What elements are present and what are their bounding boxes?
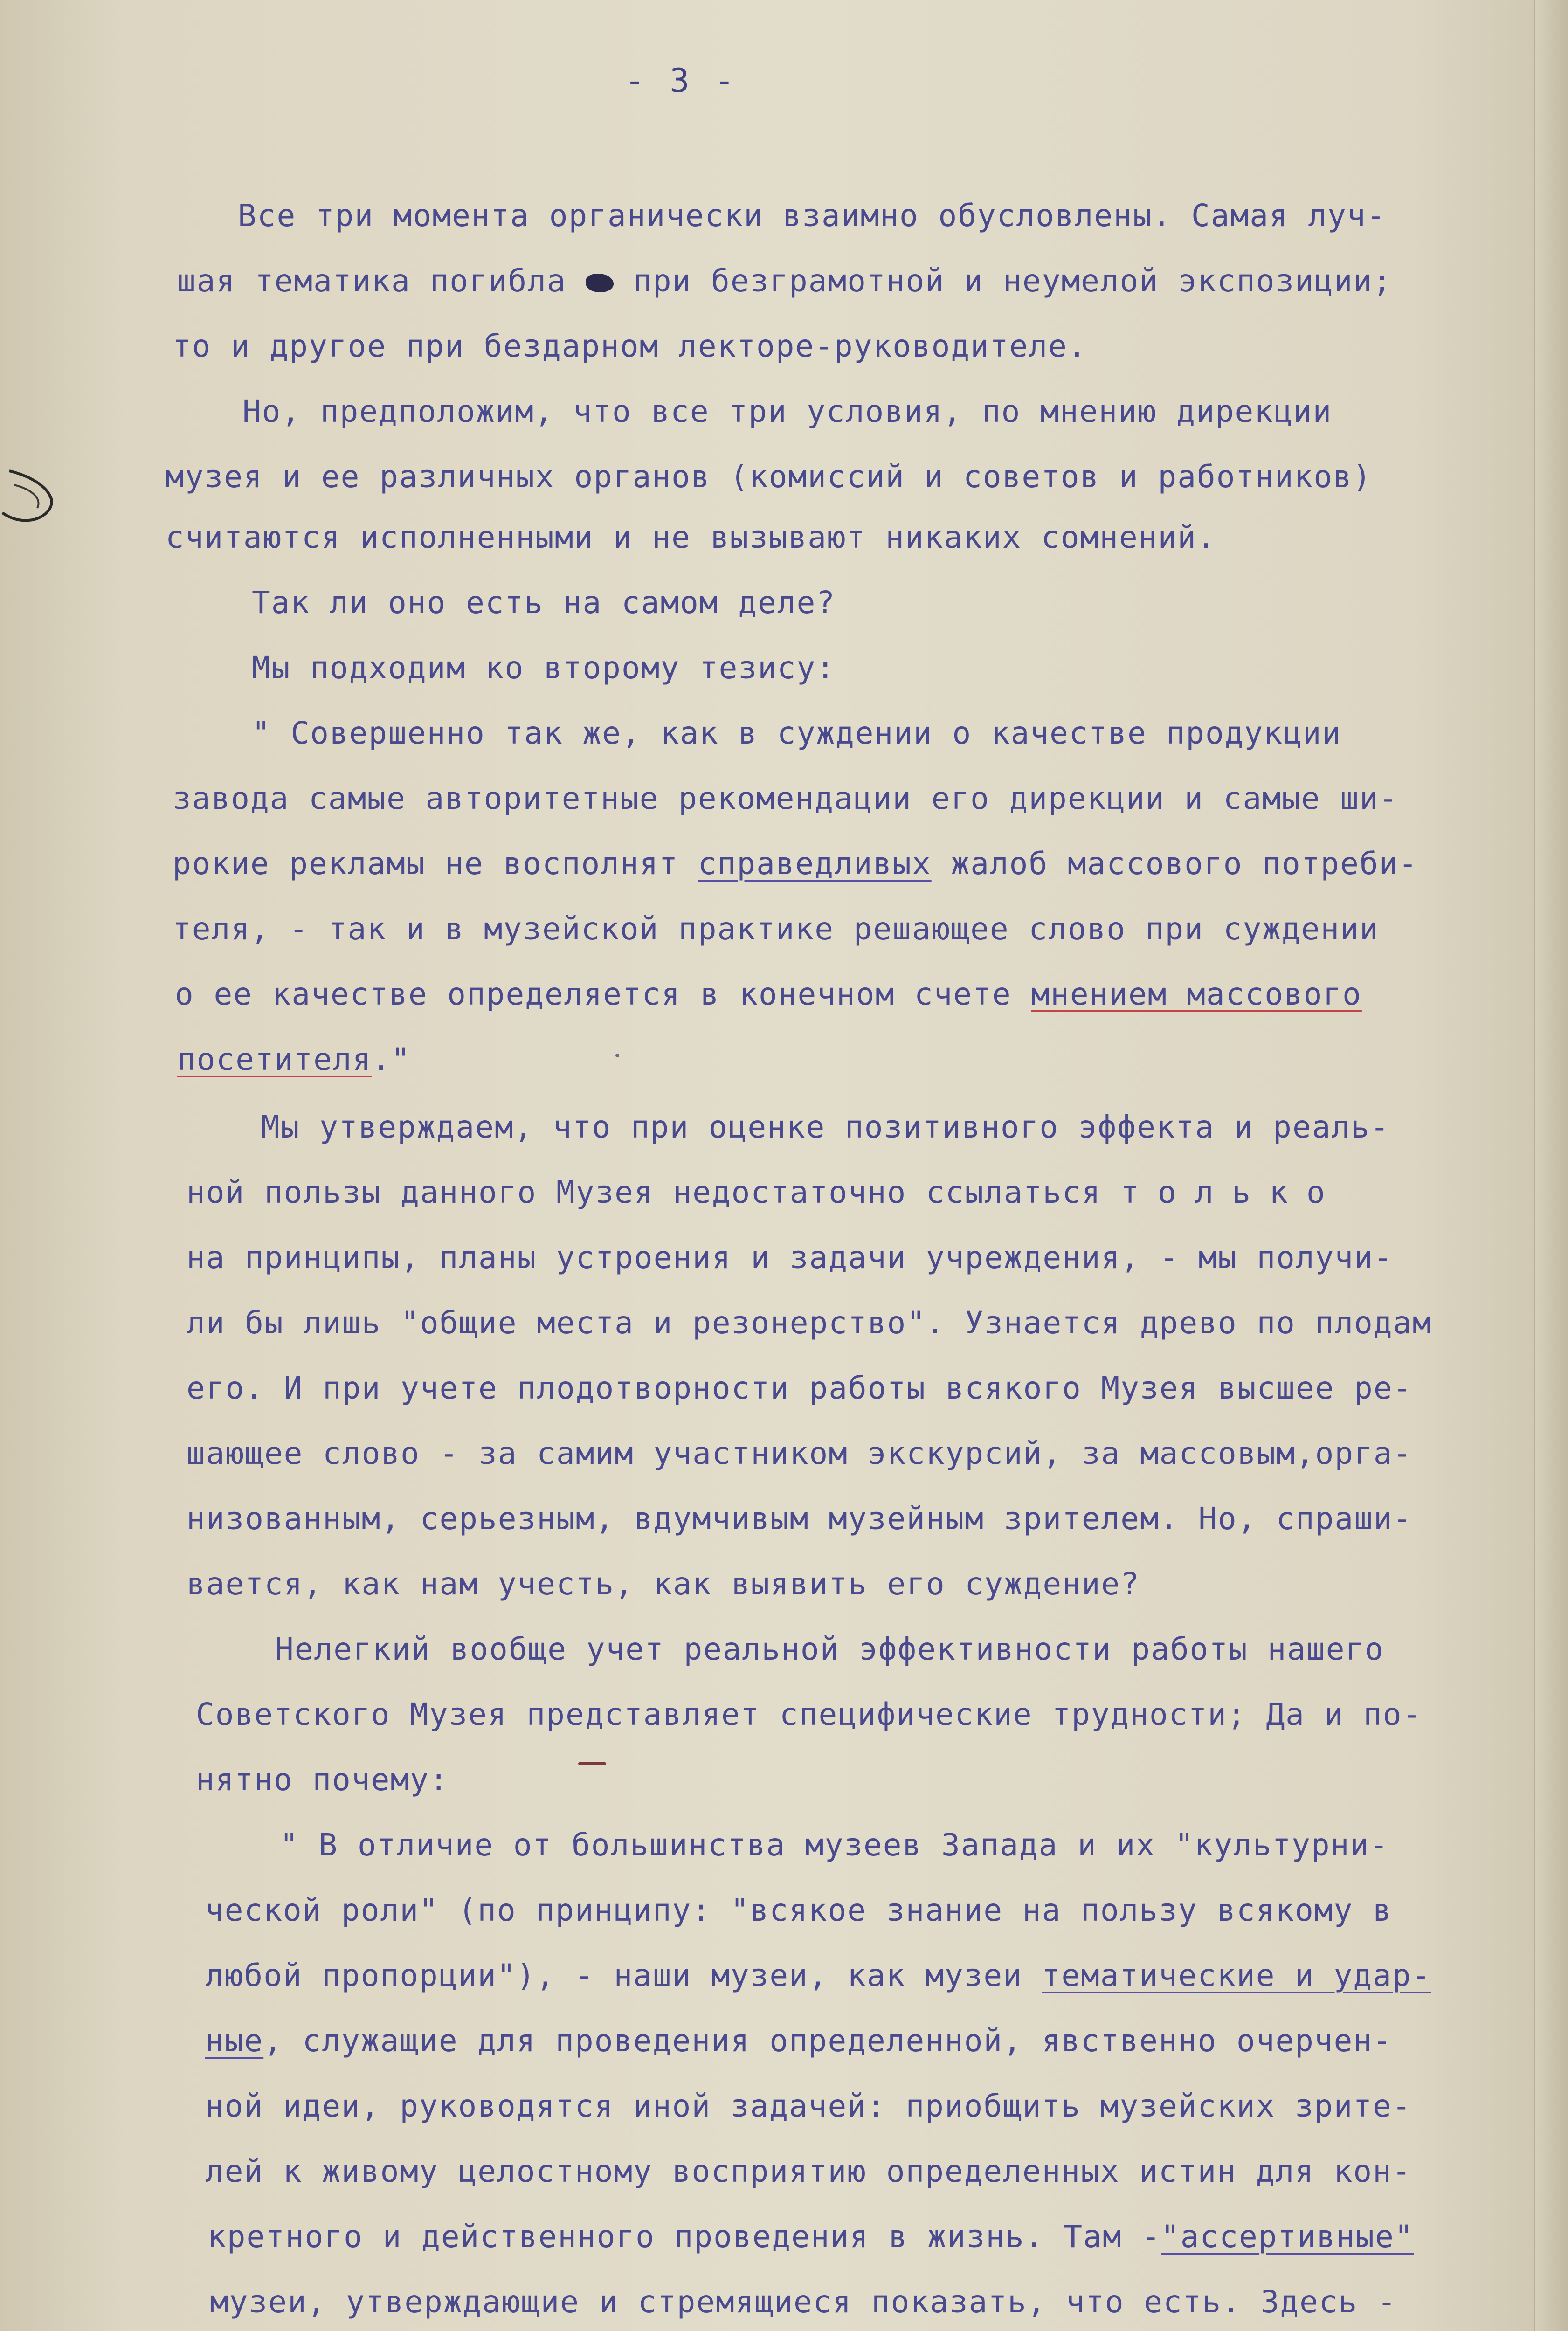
- underlined-phrase: посетителя: [177, 1041, 372, 1077]
- quote-line: " Совершенно так же, как в суждении о качестве продукции: [252, 715, 1342, 751]
- text-line: Мы подходим ко второму тезису:: [252, 650, 836, 686]
- quote-line: ной идеи, руководятся иной задачей: приобщить музейских зрите-: [205, 2088, 1412, 2124]
- text-line: ли бы лишь "общие места и резонерство". Узнается древо по плодам: [187, 1305, 1432, 1341]
- text-line: музея и ее различных органов (комиссий и советов и работников): [166, 459, 1372, 495]
- text-line: считаются исполненными и не вызывают никаких сомнений.: [166, 519, 1216, 555]
- text-line: Нелегкий вообще учет реальной эффективности работы нашего: [275, 1631, 1384, 1667]
- text-segment: рокие рекламы не восполнят: [173, 846, 679, 882]
- quote-line: " В отличие от большинства музеев Запада и их "культурни-: [280, 1827, 1389, 1863]
- underlined-phrase: справедливых: [698, 846, 932, 882]
- text-segment: шая тематика погибла: [177, 263, 566, 299]
- page-number: - 3 -: [625, 62, 737, 100]
- ink-blot: [586, 274, 614, 292]
- quote-line: теля, - так и в музейской практике решающее слово при суждении: [173, 911, 1379, 947]
- quote-line: завода самые авторитетные рекомендации его дирекции и самые ши-: [173, 780, 1399, 816]
- text-segment: о ее качестве определяется в конечном счете: [175, 976, 1012, 1012]
- page-edge: [1534, 0, 1568, 2331]
- quote-line: [175, 976, 1362, 1012]
- text-line: нятно почему:: [196, 1762, 449, 1798]
- underlined-phrase: тематические и удар-: [1042, 1958, 1431, 1993]
- text-line: низованным, серьезным, вдумчивым музейным зрителем. Но, спраши-: [187, 1501, 1413, 1537]
- binding-hole-mark: [0, 466, 65, 541]
- spaced-emphasis: только: [1120, 1174, 1344, 1210]
- pencil-tick: [578, 1762, 606, 1765]
- underlined-phrase: "ассертивные": [1161, 2219, 1414, 2255]
- text-line: то и другое при бездарном лекторе-руководителе.: [173, 328, 1087, 364]
- text-segment: , служащие для проведения определенной, явственно очерчен-: [263, 2023, 1392, 2059]
- quote-line: ческой роли" (по принципу: "всякое знание на пользу всякому в: [205, 1892, 1392, 1928]
- text-line: Так ли оно есть на самом деле?: [252, 585, 836, 621]
- quote-line: лей к живому целостному восприятию определенных истин для кон-: [205, 2153, 1412, 2189]
- quote-line: [205, 1960, 1431, 1991]
- text-segment: любой пропорции"), - наши музеи, как музеи: [205, 1958, 1022, 1993]
- text-segment: жалоб массового потреби-: [951, 846, 1418, 882]
- text-line: Советского Музея представляет специфические трудности; Да и по-: [196, 1697, 1422, 1732]
- text-line: шающее слово - за самим участником экскурсий, за массовым,орга-: [187, 1435, 1413, 1471]
- text-line: вается, как нам учесть, как выявить его суждение?: [187, 1566, 1140, 1602]
- quote-line: [207, 2219, 1414, 2255]
- text-line: его. И при учете плодотворности работы всякого Музея высшее ре-: [187, 1370, 1413, 1406]
- text-segment: при безграмотной и неумелой экспозиции;: [633, 263, 1392, 299]
- ink-dot: [615, 1054, 619, 1057]
- text-segment: ной пользы данного Музея недостаточно ссылаться: [187, 1174, 1101, 1210]
- text-segment: .": [372, 1041, 411, 1077]
- quote-line: музеи, утверждающие и стремящиеся показать, что есть. Здесь -: [210, 2284, 1397, 2320]
- underlined-phrase: ные: [205, 2023, 264, 2059]
- text-line: [177, 263, 1392, 299]
- quote-line: [205, 2023, 1392, 2059]
- text-line: Но, предположим, что все три условия, по мнению дирекции: [242, 393, 1333, 429]
- text-segment: кретного и действенного проведения в жизнь. Там -: [207, 2219, 1161, 2255]
- quote-line: [173, 846, 1418, 882]
- text-line: Мы утверждаем, что при оценке позитивного эффекта и реаль-: [261, 1109, 1390, 1145]
- underlined-phrase: мнением массового: [1031, 976, 1362, 1012]
- text-line: [187, 1174, 1344, 1210]
- text-line: Все три момента органически взаимно обусловлены. Самая луч-: [238, 198, 1386, 234]
- text-line: на принципы, планы устроения и задачи учреждения, - мы получи-: [187, 1240, 1393, 1276]
- quote-line: [177, 1041, 411, 1077]
